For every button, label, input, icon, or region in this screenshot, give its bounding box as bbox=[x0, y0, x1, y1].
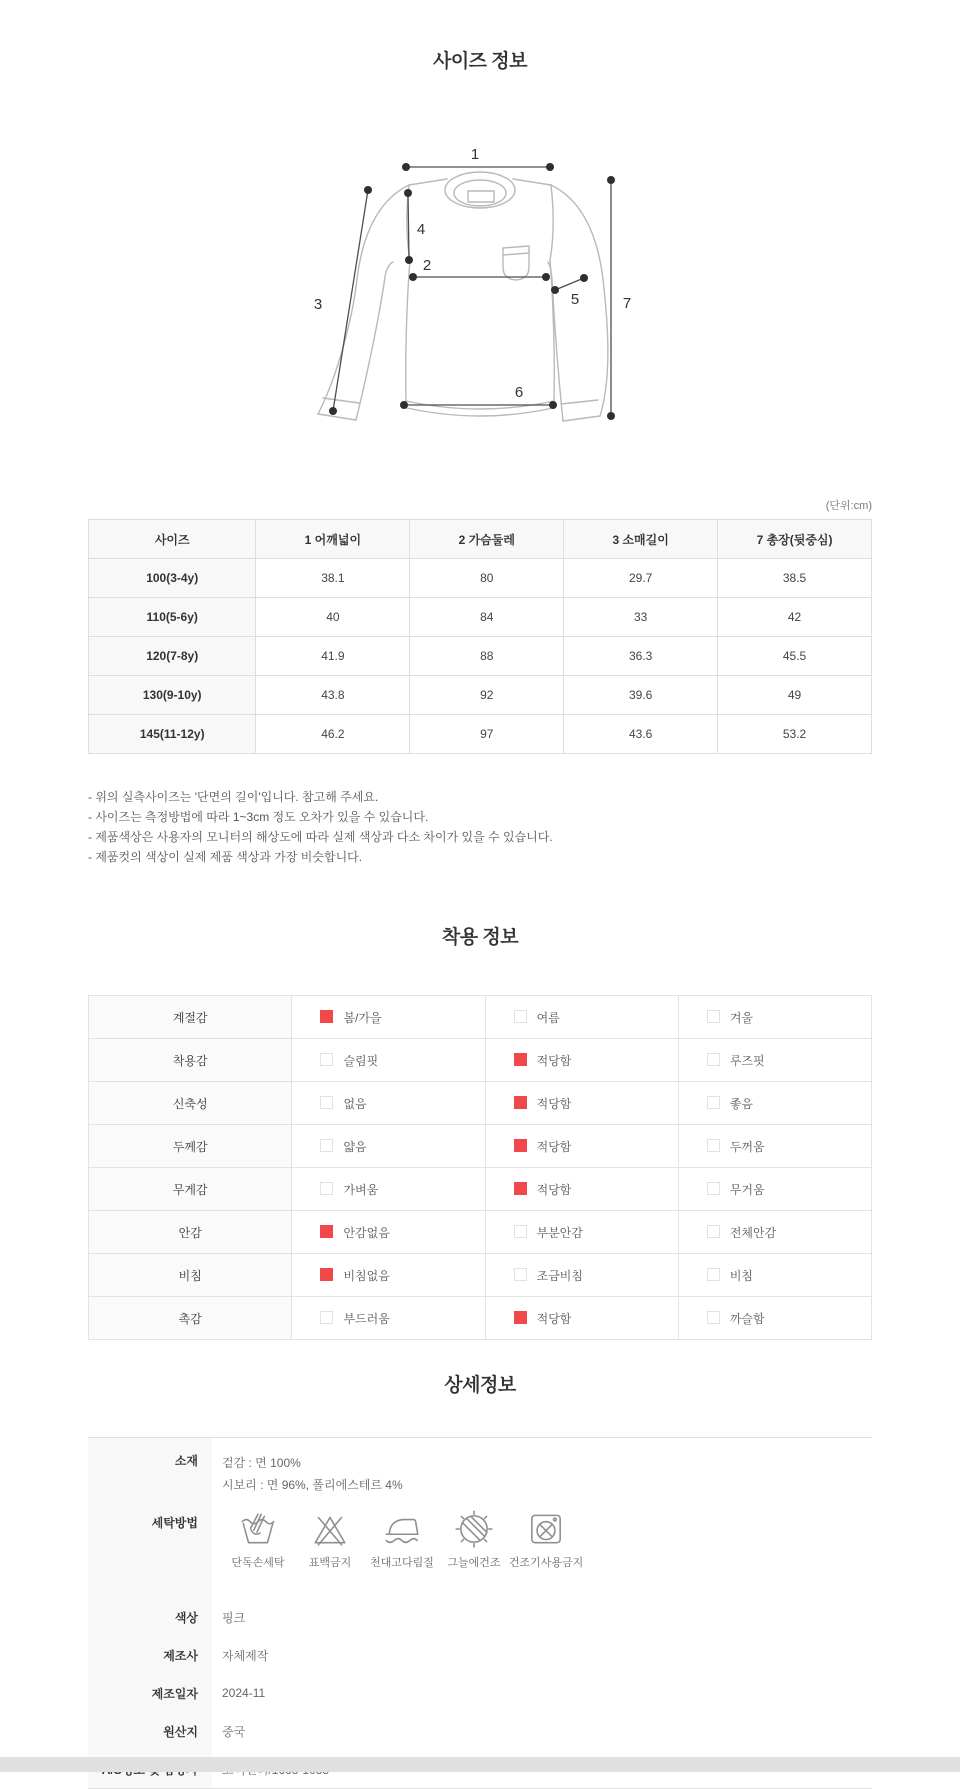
measure-label-6: 6 bbox=[514, 384, 524, 401]
fit-option bbox=[485, 996, 678, 1039]
size-value-cell: 43.8 bbox=[256, 676, 410, 715]
detail-table bbox=[88, 1437, 872, 1789]
fit-option bbox=[678, 1254, 871, 1297]
size-value-cell: 36.3 bbox=[564, 637, 718, 676]
size-table-header-row bbox=[89, 520, 872, 559]
fit-option-label: 적당함 bbox=[536, 1096, 572, 1111]
no-bleach-icon bbox=[309, 1508, 351, 1550]
fit-table-row bbox=[89, 1039, 872, 1082]
no-tumble-dry-icon bbox=[525, 1508, 567, 1550]
measure-label-7: 7 bbox=[622, 295, 632, 312]
fit-option-label: 좋음 bbox=[729, 1096, 753, 1111]
detail-section-title: 상세정보 bbox=[444, 1375, 516, 1396]
size-table-body bbox=[89, 559, 872, 754]
checked-box-icon bbox=[514, 1182, 527, 1195]
unit-label: (단위:cm) bbox=[825, 500, 872, 512]
detail-row bbox=[88, 1674, 872, 1712]
shirt-outline bbox=[318, 172, 608, 421]
unchecked-box-icon bbox=[707, 1139, 720, 1152]
size-note-line: - 사이즈는 측정방법에 따라 1~3cm 정도 오차가 있을 수 있습니다. bbox=[88, 810, 429, 824]
detail-row bbox=[88, 1712, 872, 1750]
fit-option-label: 적당함 bbox=[536, 1053, 572, 1068]
fit-option bbox=[678, 1125, 871, 1168]
size-value-cell: 80 bbox=[410, 559, 564, 598]
fit-option-label: 봄/가을 bbox=[343, 1010, 382, 1025]
size-value-cell: 42 bbox=[718, 598, 872, 637]
size-table-row bbox=[89, 559, 872, 598]
checked-box-icon bbox=[514, 1053, 527, 1066]
fit-option bbox=[678, 1297, 871, 1340]
size-name-cell: 145(11-12y) bbox=[89, 715, 256, 754]
wash-care-icons bbox=[222, 1508, 872, 1570]
detail-row-label: 제조일자 bbox=[88, 1674, 212, 1712]
wash-item-label: 건조기사용금지 bbox=[508, 1557, 584, 1569]
fit-table-row bbox=[89, 1254, 872, 1297]
fit-option bbox=[678, 996, 871, 1039]
fit-category-label: 비침 bbox=[89, 1254, 292, 1297]
fit-category-label: 착용감 bbox=[89, 1039, 292, 1082]
detail-row-material bbox=[88, 1438, 872, 1498]
cloth-iron-icon bbox=[381, 1508, 423, 1550]
size-table-row bbox=[89, 676, 872, 715]
fit-category-label: 신축성 bbox=[89, 1082, 292, 1125]
fit-category-label: 계절감 bbox=[89, 996, 292, 1039]
fit-option bbox=[292, 1125, 485, 1168]
material-line: 시보리 : 면 96%, 폴리에스테르 4% bbox=[222, 1478, 403, 1492]
unchecked-box-icon bbox=[514, 1268, 527, 1281]
size-name-cell: 100(3-4y) bbox=[89, 559, 256, 598]
fit-option-label: 안감없음 bbox=[343, 1225, 390, 1240]
checked-box-icon bbox=[320, 1225, 333, 1238]
wash-item-label: 단독손세탁 bbox=[231, 1557, 285, 1569]
wash-item-no-bleach bbox=[294, 1508, 366, 1570]
fit-option bbox=[485, 1082, 678, 1125]
fit-option-label: 전체안감 bbox=[729, 1225, 777, 1240]
fit-option-label: 비침 bbox=[729, 1268, 753, 1283]
checked-box-icon bbox=[514, 1139, 527, 1152]
fit-option-label: 슬림핏 bbox=[343, 1053, 379, 1068]
fit-option bbox=[292, 1039, 485, 1082]
fit-option-label: 까슬함 bbox=[729, 1311, 765, 1326]
fit-option bbox=[292, 1211, 485, 1254]
fit-option-label: 조금비침 bbox=[536, 1268, 583, 1283]
fit-option bbox=[678, 1039, 871, 1082]
fit-option-label: 적당함 bbox=[536, 1139, 572, 1154]
size-table-row bbox=[89, 637, 872, 676]
unchecked-box-icon bbox=[707, 1225, 720, 1238]
fit-option bbox=[678, 1082, 871, 1125]
measure-label-2: 2 bbox=[422, 257, 432, 274]
fit-option bbox=[485, 1254, 678, 1297]
size-value-cell: 40 bbox=[256, 598, 410, 637]
unchecked-box-icon bbox=[514, 1225, 527, 1238]
size-name-cell: 130(9-10y) bbox=[89, 676, 256, 715]
size-name-cell: 110(5-6y) bbox=[89, 598, 256, 637]
size-table bbox=[88, 519, 872, 754]
footer-bar bbox=[0, 1757, 960, 1772]
fit-category-label: 안감 bbox=[89, 1211, 292, 1254]
fit-option-label: 가벼움 bbox=[343, 1182, 379, 1197]
shirt-measurement-diagram bbox=[260, 127, 700, 439]
fit-option bbox=[292, 1082, 485, 1125]
detail-row-wash bbox=[88, 1498, 872, 1598]
fit-option bbox=[485, 1211, 678, 1254]
fit-category-label: 무게감 bbox=[89, 1168, 292, 1211]
shirt-diagram-svg bbox=[260, 127, 700, 439]
size-section-title: 사이즈 정보 bbox=[432, 51, 528, 72]
fit-table bbox=[88, 995, 872, 1340]
checked-box-icon bbox=[320, 1268, 333, 1281]
fit-option-label: 여름 bbox=[536, 1010, 560, 1025]
size-note-line: - 위의 실측사이즈는 '단면의 길이'입니다. 참고해 주세요. bbox=[88, 790, 379, 804]
detail-row-value: 중국 bbox=[222, 1724, 246, 1739]
fit-option-label: 적당함 bbox=[536, 1311, 572, 1326]
fit-option bbox=[678, 1168, 871, 1211]
material-label: 소재 bbox=[88, 1438, 212, 1498]
fit-table-row bbox=[89, 1082, 872, 1125]
wash-item-label: 그늘에건조 bbox=[447, 1557, 501, 1569]
fit-option bbox=[485, 1039, 678, 1082]
wash-item-label: 표백금지 bbox=[308, 1557, 352, 1569]
unchecked-box-icon bbox=[707, 1053, 720, 1066]
unchecked-box-icon bbox=[707, 1311, 720, 1324]
fit-option-label: 루즈핏 bbox=[729, 1053, 765, 1068]
size-value-cell: 49 bbox=[718, 676, 872, 715]
size-value-cell: 46.2 bbox=[256, 715, 410, 754]
wash-item-label: 천대고다림질 bbox=[370, 1557, 434, 1569]
detail-row-value: 2024-11 bbox=[222, 1686, 266, 1700]
fit-table-row bbox=[89, 1168, 872, 1211]
size-table-header-cell: 3 소매길이 bbox=[564, 520, 718, 559]
fit-option-label: 비침없음 bbox=[343, 1268, 390, 1283]
fit-table-row bbox=[89, 1125, 872, 1168]
fit-table-row bbox=[89, 996, 872, 1039]
fit-option bbox=[485, 1125, 678, 1168]
fit-option bbox=[485, 1168, 678, 1211]
checked-box-icon bbox=[320, 1010, 333, 1023]
fit-table-body bbox=[89, 996, 872, 1340]
detail-row-label: 색상 bbox=[88, 1598, 212, 1636]
size-table-header-cell: 사이즈 bbox=[89, 520, 256, 559]
fit-option-label: 겨울 bbox=[729, 1010, 753, 1025]
size-note-line: - 제품색상은 사용자의 모니터의 해상도에 따라 실제 색상과 다소 차이가 있을 수 있습니다. bbox=[88, 830, 553, 844]
material-value bbox=[212, 1438, 872, 1498]
shade-dry-icon bbox=[453, 1508, 495, 1550]
fit-option bbox=[292, 1168, 485, 1211]
measure-label-3: 3 bbox=[313, 296, 323, 313]
detail-row-label: 제조사 bbox=[88, 1636, 212, 1674]
fit-option-label: 부드러움 bbox=[343, 1311, 390, 1326]
size-value-cell: 38.5 bbox=[718, 559, 872, 598]
unchecked-box-icon bbox=[320, 1139, 333, 1152]
unchecked-box-icon bbox=[320, 1053, 333, 1066]
detail-row bbox=[88, 1598, 872, 1636]
size-value-cell: 97 bbox=[410, 715, 564, 754]
unchecked-box-icon bbox=[707, 1010, 720, 1023]
fit-option-label: 무거움 bbox=[729, 1182, 765, 1197]
detail-row-value: 자체제작 bbox=[222, 1648, 269, 1663]
fit-category-label: 촉감 bbox=[89, 1297, 292, 1340]
fit-category-label: 두께감 bbox=[89, 1125, 292, 1168]
size-value-cell: 92 bbox=[410, 676, 564, 715]
detail-row-label: 원산지 bbox=[88, 1712, 212, 1750]
size-table-header-cell: 2 가슴둘레 bbox=[410, 520, 564, 559]
material-line: 겉감 : 면 100% bbox=[222, 1456, 301, 1470]
checked-box-icon bbox=[514, 1311, 527, 1324]
size-value-cell: 39.6 bbox=[564, 676, 718, 715]
fit-option-label: 두꺼움 bbox=[729, 1139, 765, 1154]
fit-section-title: 착용 정보 bbox=[441, 927, 519, 948]
unchecked-box-icon bbox=[320, 1311, 333, 1324]
size-value-cell: 38.1 bbox=[256, 559, 410, 598]
detail-row-value: 핑크 bbox=[222, 1610, 246, 1625]
size-note-line: - 제품컷의 색상이 실제 제품 색상과 가장 비슷합니다. bbox=[88, 850, 363, 864]
unchecked-box-icon bbox=[707, 1182, 720, 1195]
size-value-cell: 33 bbox=[564, 598, 718, 637]
fit-option-label: 없음 bbox=[343, 1096, 367, 1111]
fit-table-row bbox=[89, 1211, 872, 1254]
fit-option bbox=[485, 1297, 678, 1340]
size-value-cell: 43.6 bbox=[564, 715, 718, 754]
size-table-row bbox=[89, 598, 872, 637]
fit-option bbox=[678, 1211, 871, 1254]
detail-row bbox=[88, 1636, 872, 1674]
unchecked-box-icon bbox=[320, 1182, 333, 1195]
wash-item-cloth-iron bbox=[366, 1508, 438, 1570]
unchecked-box-icon bbox=[514, 1010, 527, 1023]
handwash-icon bbox=[237, 1508, 279, 1550]
size-table-header-cell: 7 총장(뒷중심) bbox=[718, 520, 872, 559]
unchecked-box-icon bbox=[320, 1096, 333, 1109]
fit-option-label: 얇음 bbox=[343, 1139, 367, 1154]
wash-label: 세탁방법 bbox=[88, 1498, 212, 1598]
fit-option-label: 부분안감 bbox=[536, 1225, 583, 1240]
wash-item-handwash bbox=[222, 1508, 294, 1570]
fit-table-row bbox=[89, 1297, 872, 1340]
measure-label-1: 1 bbox=[470, 146, 480, 163]
fit-option bbox=[292, 996, 485, 1039]
size-value-cell: 88 bbox=[410, 637, 564, 676]
size-table-header-cell: 1 어깨넓이 bbox=[256, 520, 410, 559]
fit-option-label: 적당함 bbox=[536, 1182, 572, 1197]
measurement-lines bbox=[314, 146, 631, 420]
unchecked-box-icon bbox=[707, 1268, 720, 1281]
wash-item-shade-dry bbox=[438, 1508, 510, 1570]
measure-label-5: 5 bbox=[570, 291, 580, 308]
size-notes bbox=[88, 787, 872, 867]
wash-item-no-tumble-dry bbox=[510, 1508, 582, 1570]
size-table-row bbox=[89, 715, 872, 754]
size-value-cell: 84 bbox=[410, 598, 564, 637]
fit-option bbox=[292, 1254, 485, 1297]
checked-box-icon bbox=[514, 1096, 527, 1109]
size-value-cell: 41.9 bbox=[256, 637, 410, 676]
size-value-cell: 45.5 bbox=[718, 637, 872, 676]
size-name-cell: 120(7-8y) bbox=[89, 637, 256, 676]
unchecked-box-icon bbox=[707, 1096, 720, 1109]
measure-label-4: 4 bbox=[416, 221, 426, 238]
size-value-cell: 53.2 bbox=[718, 715, 872, 754]
size-value-cell: 29.7 bbox=[564, 559, 718, 598]
fit-option bbox=[292, 1297, 485, 1340]
